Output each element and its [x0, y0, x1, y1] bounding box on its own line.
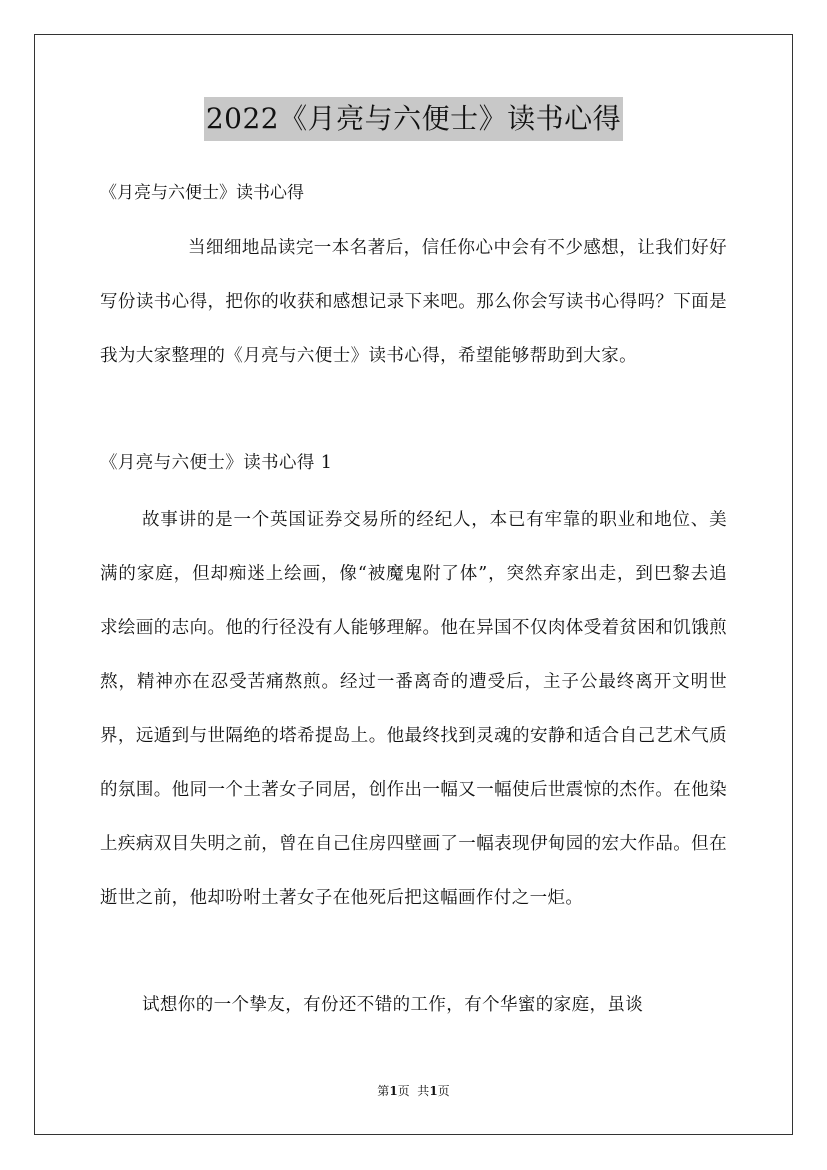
document-subtitle: 《月亮与六便士》读书心得 [100, 183, 304, 203]
document-title: 2022《月亮与六便士》读书心得 [204, 97, 623, 141]
body-paragraph-1: 故事讲的是一个英国证券交易所的经纪人，本已有牢靠的职业和地位、美满的家庭，但却痴迷上绘画，像“被魔鬼附了体”，突然弃家出走，到巴黎去追求绘画的志向。他的行径没有人能够理解。他在异国不仅肉体受着贫困和饥饿煎熬，精神亦在忍受苦痛熬煎。经过一番离奇的遭受后，主子公最终离开文明世界，远遁到与世隔绝的塔希提岛上。他最终找到灵魂的安静和适合自己艺术气质的氛围。他同一个土著女子同居，创作出一幅又一幅使后世震惊的杰作。在他染上疾病双目失明之前，曾在自己住房四壁画了一幅表现伊甸园的宏大作品。但在逝世之前，他却吩咐土著女子在他死后把这幅画作付之一炬。 [100, 510, 727, 908]
footer-page-number: 1 [389, 1084, 398, 1098]
footer-total-suffix: 页 [437, 1084, 450, 1098]
body-paragraph-2: 试想你的一个挚友，有份还不错的工作，有个华蜜的家庭，虽谈 [142, 995, 644, 1015]
intro-paragraph: 当细细地品读完一本名著后，信任你心中会有不少感想，让我们好好写份读书心得，把你的收获和感想记录下来吧。那么你会写读书心得吗？下面是我为大家整理的《月亮与六便士》读书心得，希望能够帮助到大家。 [100, 238, 727, 366]
section-heading: 《月亮与六便士》读书心得 1 [100, 453, 333, 473]
footer-page-suffix: 页 共 [397, 1084, 430, 1098]
title-container [0, 97, 827, 141]
footer-total-pages: 1 [429, 1084, 438, 1098]
page-footer [0, 1081, 827, 1101]
footer-page-prefix: 第 [377, 1084, 390, 1098]
